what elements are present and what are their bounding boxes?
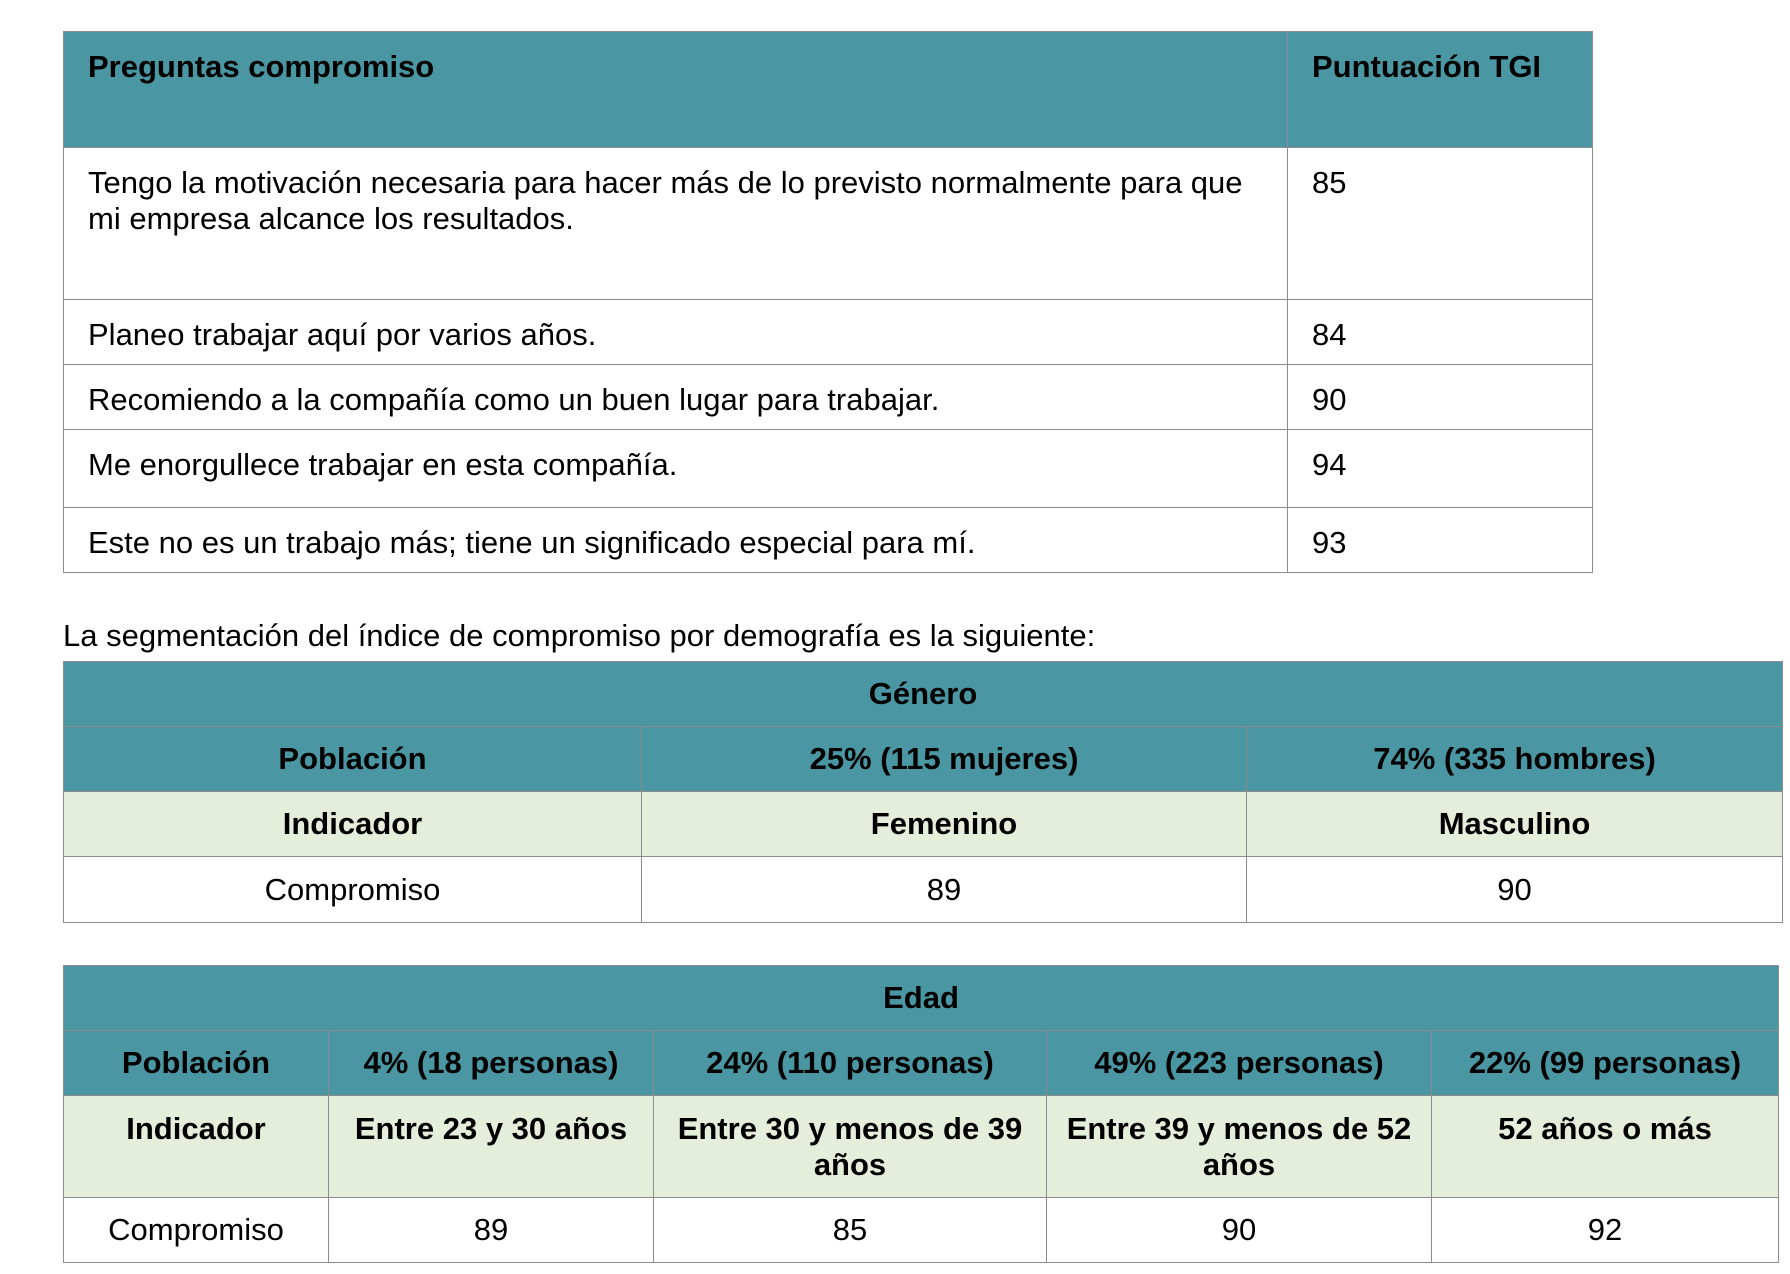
population-age-23-30: 4% (18 personas) xyxy=(329,1031,654,1096)
value-age-39-52: 90 xyxy=(1047,1198,1432,1263)
score-cell: 84 xyxy=(1288,300,1593,365)
question-cell: Este no es un trabajo más; tiene un significado especial para mí. xyxy=(64,508,1288,573)
population-label: Población xyxy=(64,727,642,792)
indicator-label: Indicador xyxy=(64,1096,329,1198)
gender-title: Género xyxy=(64,662,1783,727)
indicator-age-30-39: Entre 30 y menos de 39 años xyxy=(654,1096,1047,1198)
question-cell: Tengo la motivación necesaria para hacer más de lo previsto normalmente para que mi empresa alcance los resultados. xyxy=(64,148,1288,300)
indicator-label: Indicador xyxy=(64,792,642,857)
metric-label: Compromiso xyxy=(64,1198,329,1263)
population-age-52-plus: 22% (99 personas) xyxy=(1432,1031,1779,1096)
gender-table xyxy=(63,661,1783,923)
indicator-female: Femenino xyxy=(642,792,1247,857)
questions-header: Preguntas compromiso xyxy=(64,32,1288,148)
score-cell: 93 xyxy=(1288,508,1593,573)
intro-paragraph: La segmentación del índice de compromiso por demografía es la siguiente: xyxy=(63,618,1096,653)
population-age-30-39: 24% (110 personas) xyxy=(654,1031,1047,1096)
age-title: Edad xyxy=(64,966,1779,1031)
question-cell: Recomiendo a la compañía como un buen lugar para trabajar. xyxy=(64,365,1288,430)
question-cell: Planeo trabajar aquí por varios años. xyxy=(64,300,1288,365)
value-female: 89 xyxy=(642,857,1247,923)
value-age-30-39: 85 xyxy=(654,1198,1047,1263)
score-cell: 85 xyxy=(1288,148,1593,300)
population-label: Población xyxy=(64,1031,329,1096)
question-cell: Me enorgullece trabajar en esta compañía. xyxy=(64,430,1288,508)
value-age-23-30: 89 xyxy=(329,1198,654,1263)
population-male: 74% (335 hombres) xyxy=(1247,727,1783,792)
indicator-age-23-30: Entre 23 y 30 años xyxy=(329,1096,654,1198)
population-female: 25% (115 mujeres) xyxy=(642,727,1247,792)
age-table xyxy=(63,965,1779,1263)
indicator-age-52-plus: 52 años o más xyxy=(1432,1096,1779,1198)
engagement-questions-table xyxy=(63,31,1593,573)
score-cell: 90 xyxy=(1288,365,1593,430)
indicator-age-39-52: Entre 39 y menos de 52 años xyxy=(1047,1096,1432,1198)
value-age-52-plus: 92 xyxy=(1432,1198,1779,1263)
population-age-39-52: 49% (223 personas) xyxy=(1047,1031,1432,1096)
metric-label: Compromiso xyxy=(64,857,642,923)
score-header: Puntuación TGI xyxy=(1288,32,1593,148)
score-cell: 94 xyxy=(1288,430,1593,508)
value-male: 90 xyxy=(1247,857,1783,923)
indicator-male: Masculino xyxy=(1247,792,1783,857)
